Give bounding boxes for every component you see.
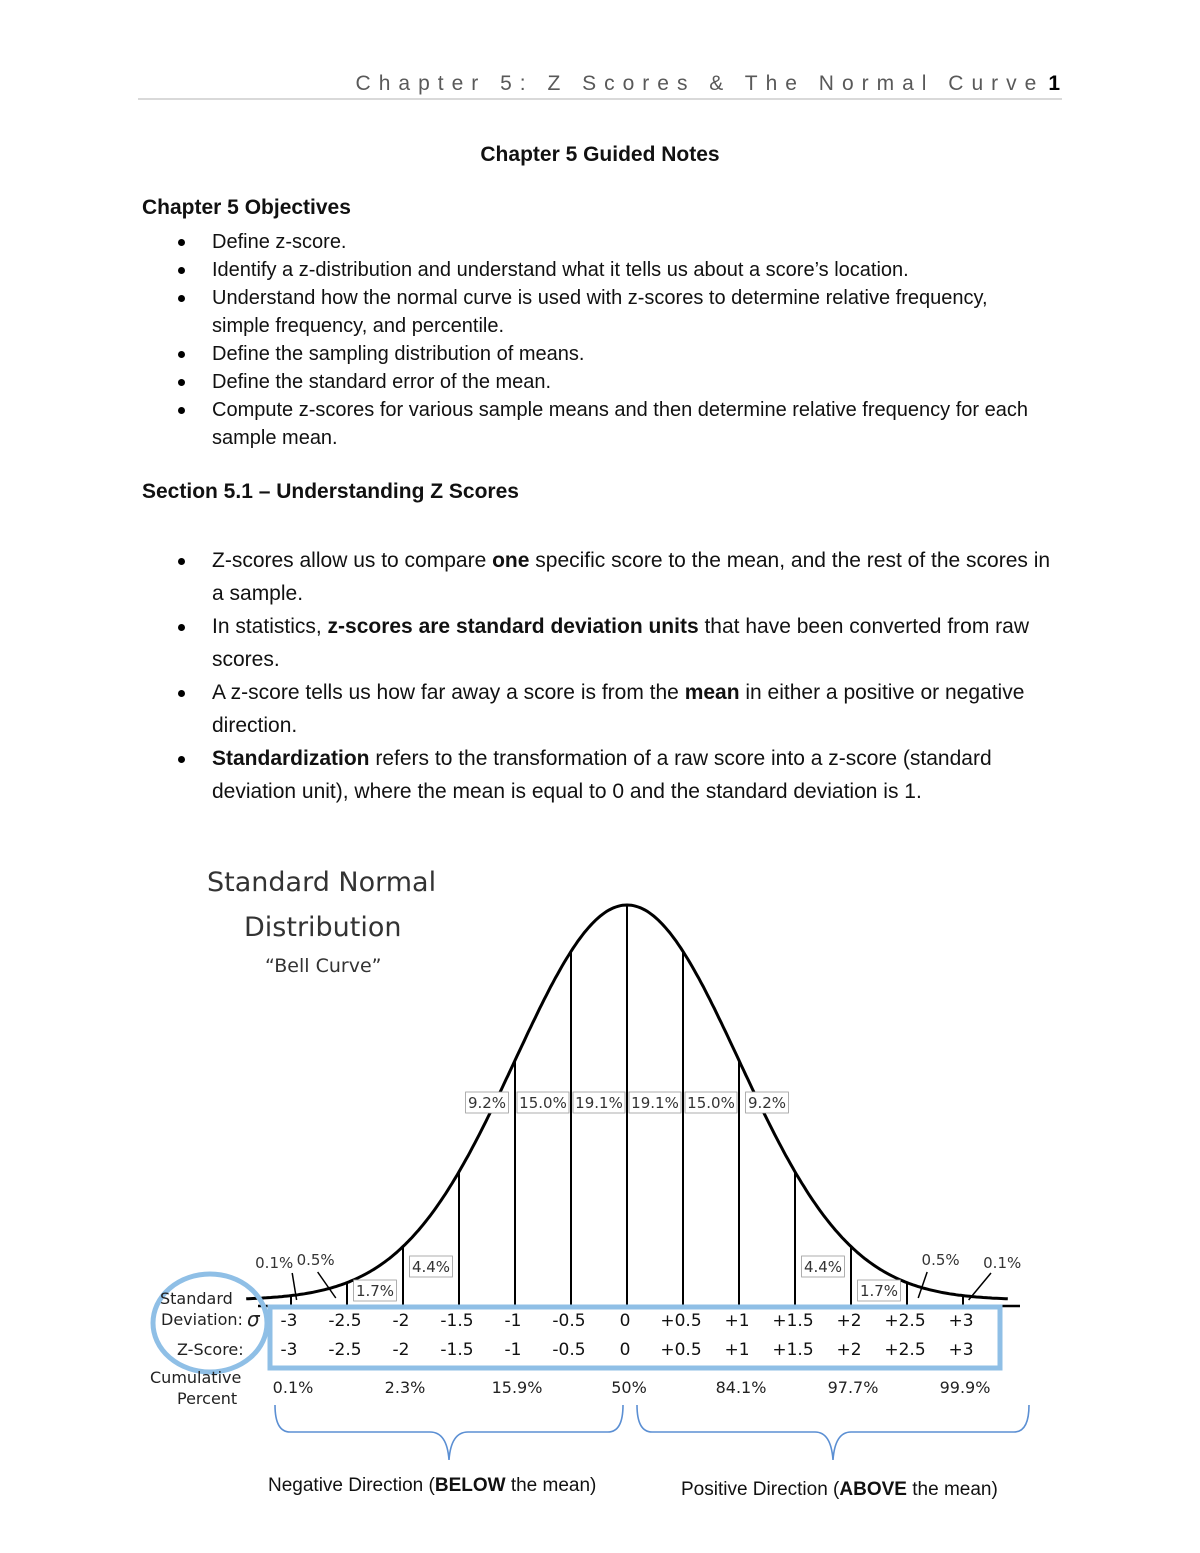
note-item: Standardization refers to the transformation of a raw score into a z-score (standard deviation unit), where the mean is equal to 0 and the standard deviation is 1.: [142, 742, 1057, 808]
z-tick-label: +1.5: [772, 1340, 814, 1360]
sd-tick-label: +3: [948, 1311, 974, 1331]
segment-percent-label: 4.4%: [803, 1258, 843, 1276]
negative-direction-brace: [275, 1405, 623, 1460]
objective-item: Compute z-scores for various sample means and then determine relative frequency for each sample mean.: [142, 396, 1042, 452]
deviation-label: Deviation:: [161, 1310, 243, 1329]
standard-deviation-ticks: [281, 1311, 974, 1331]
z-tick-label: +0.5: [660, 1340, 702, 1360]
sd-tick-label: +0.5: [660, 1311, 702, 1331]
z-tick-label: -2.5: [328, 1340, 362, 1360]
segment-percent-label: 9.2%: [747, 1094, 787, 1112]
sd-tick-label: +1: [724, 1311, 750, 1331]
sd-tick-label: +2: [836, 1311, 862, 1331]
sd-row-label-full: Standard Deviation:: [0, 0, 9, 1]
cumulative-percent-label: 84.1%: [715, 1378, 767, 1397]
z-tick-label: -2: [392, 1340, 410, 1360]
segment-percent-label: 0.1%: [255, 1254, 294, 1272]
objectives-heading: Chapter 5 Objectives: [142, 196, 351, 219]
page-header: [138, 72, 1060, 96]
segment-percent-label: 19.1%: [631, 1094, 679, 1112]
section-dividers: [291, 905, 963, 1306]
sd-tick-label: +1.5: [772, 1311, 814, 1331]
sd-tick-label: 0: [619, 1311, 631, 1331]
cumulative-percent-label: 0.1%: [272, 1378, 314, 1397]
sd-tick-label: -3: [280, 1311, 298, 1331]
cumulative-percent-label: 15.9%: [491, 1378, 543, 1397]
segment-percent-label: 19.1%: [575, 1094, 623, 1112]
segment-percent-label: 15.0%: [519, 1094, 567, 1112]
leader-line: [318, 1272, 336, 1298]
leader-line: [918, 1272, 927, 1298]
note-item: In statistics, z-scores are standard deviation units that have been converted from raw scores.: [142, 610, 1057, 676]
cumulative-label: Cumulative: [150, 1368, 242, 1387]
z-tick-label: -0.5: [552, 1340, 586, 1360]
note-item: Z-scores allow us to compare one specific score to the mean, and the rest of the scores in a sample.: [142, 544, 1057, 610]
objective-item: Define z-score.: [142, 228, 1042, 256]
figure-title-line1: Standard Normal: [207, 867, 437, 898]
figure-title-line2: Distribution: [244, 912, 402, 943]
positive-direction-brace: [637, 1405, 1029, 1460]
z-tick-label: -3: [280, 1340, 298, 1360]
segment-percent-label: 1.7%: [355, 1282, 395, 1300]
z-tick-label: 0: [619, 1340, 631, 1360]
standard-label: Standard: [160, 1289, 233, 1308]
segment-percent-label: 1.7%: [859, 1282, 899, 1300]
zscore-row-label: Z-Score:: [177, 1340, 244, 1359]
sigma-symbol: σ: [247, 1307, 260, 1331]
header-title: Chapter 5: Z Scores & The Normal Curve: [355, 72, 1045, 95]
objective-item: Understand how the normal curve is used with z-scores to determine relative frequency, simple frequency, and percentile.: [142, 284, 1042, 340]
segment-percent-label: 15.0%: [687, 1094, 735, 1112]
negative-direction-label: Negative Direction (BELOW the mean): [268, 1475, 597, 1496]
cumulative-percent-label: 2.3%: [384, 1378, 426, 1397]
z-tick-label: +1: [724, 1340, 750, 1360]
cumulative-percent-labels: [273, 1378, 991, 1397]
segment-percent-label: 9.2%: [467, 1094, 507, 1112]
page-number: 1: [1048, 72, 1060, 95]
segment-percent-labels: [255, 1092, 1021, 1301]
document-title: Chapter 5 Guided Notes: [480, 143, 720, 166]
objective-item: Define the standard error of the mean.: [142, 368, 1042, 396]
positive-direction-label: Positive Direction (ABOVE the mean): [681, 1479, 998, 1500]
cumulative-percent-label: 99.9%: [939, 1378, 991, 1397]
sd-tick-label: +2.5: [884, 1311, 926, 1331]
sd-tick-label: -1.5: [440, 1311, 474, 1331]
section-heading: Section 5.1 – Understanding Z Scores: [142, 480, 519, 503]
z-tick-label: +2: [836, 1340, 862, 1360]
notes-list: [142, 544, 1057, 808]
sd-tick-label: -0.5: [552, 1311, 586, 1331]
objectives-list: [142, 228, 1042, 452]
segment-percent-label: 0.5%: [921, 1251, 960, 1269]
segment-percent-label: 4.4%: [411, 1258, 451, 1276]
segment-percent-label: 0.5%: [296, 1251, 335, 1269]
sd-tick-label: -2: [392, 1311, 410, 1331]
note-item: A z-score tells us how far away a score is from the mean in either a positive or negative direction.: [142, 676, 1057, 742]
cumulative-percent-label: 97.7%: [827, 1378, 879, 1397]
z-tick-label: +3: [948, 1340, 974, 1360]
z-score-ticks: [281, 1340, 974, 1360]
z-tick-label: -1: [504, 1340, 522, 1360]
sd-tick-label: -1: [504, 1311, 522, 1331]
segment-percent-label: 0.1%: [983, 1254, 1022, 1272]
header-divider: [138, 98, 1062, 100]
sd-tick-label: -2.5: [328, 1311, 362, 1331]
objective-item: Identify a z-distribution and understand what it tells us about a score’s location.: [142, 256, 1042, 284]
z-tick-label: +2.5: [884, 1340, 926, 1360]
cumulative-percent-label: 50%: [611, 1378, 647, 1397]
percent-label: Percent: [177, 1389, 238, 1408]
figure-subtitle: “Bell Curve”: [265, 955, 382, 977]
objective-item: Define the sampling distribution of means.: [142, 340, 1042, 368]
z-tick-label: -1.5: [440, 1340, 474, 1360]
